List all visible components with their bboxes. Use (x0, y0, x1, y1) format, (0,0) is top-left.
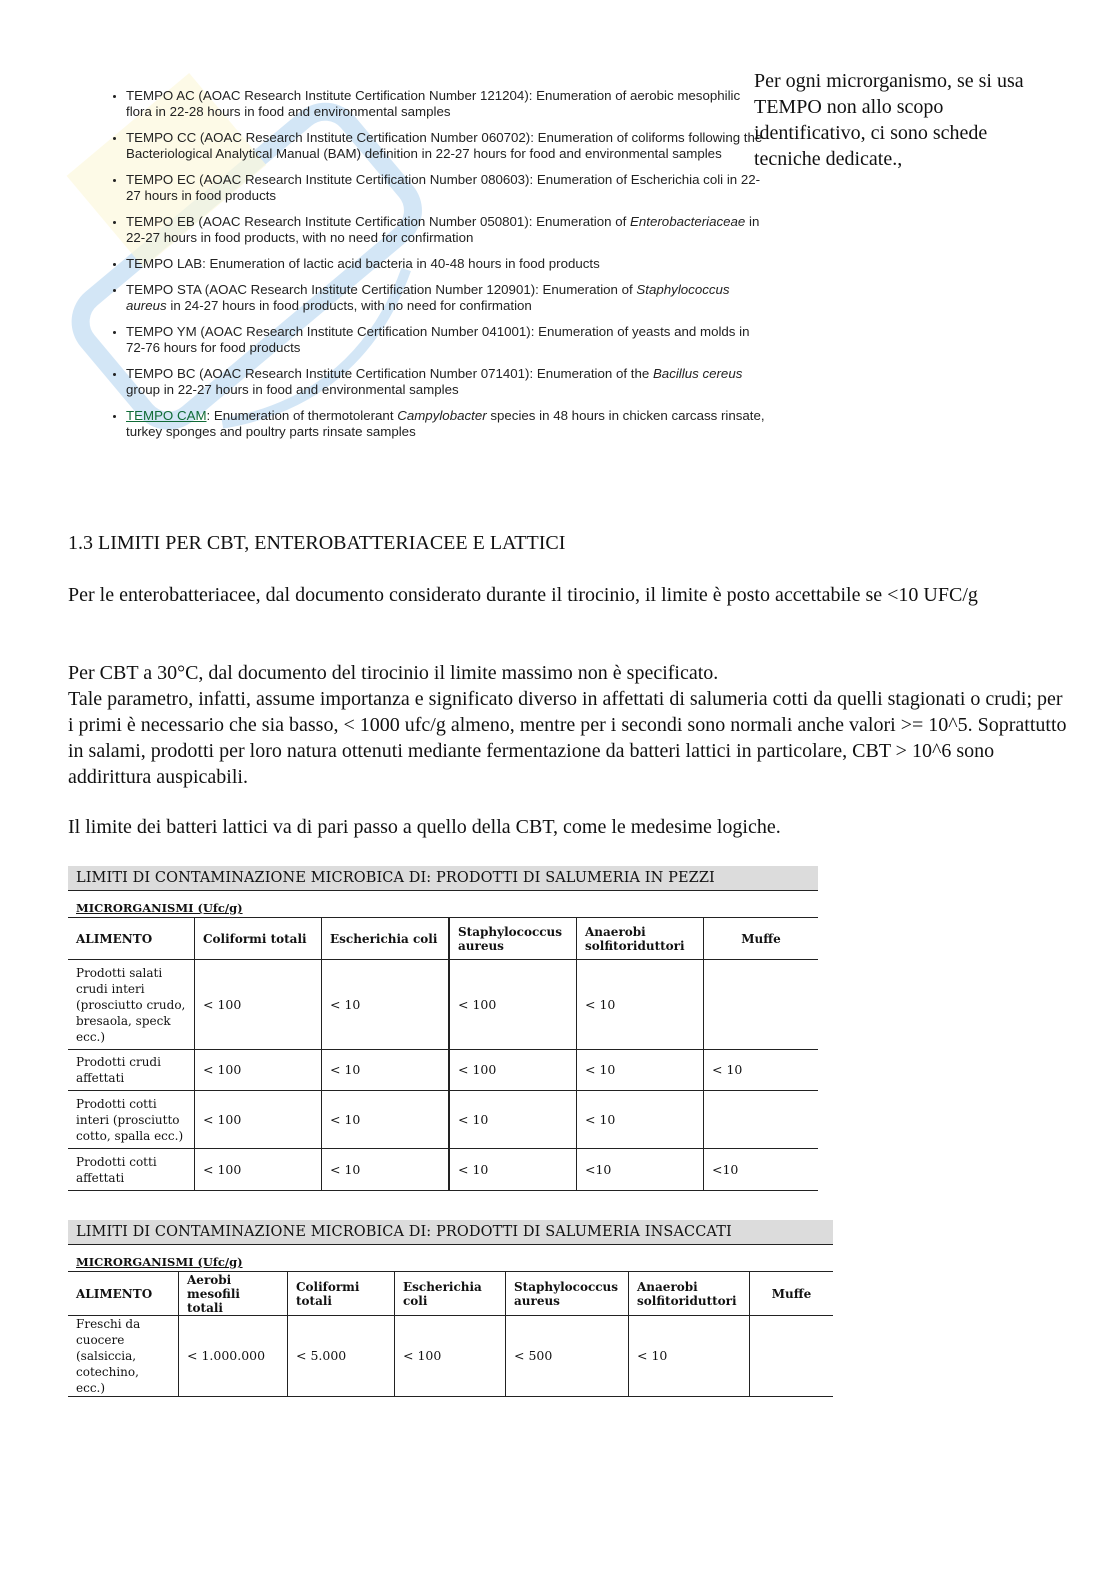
tempo-methods-list (104, 88, 766, 450)
paragraph-lattici: Il limite dei batteri lattici va di pari passo a quello della CBT, come le medesime logiche. (68, 816, 781, 838)
paragraph-cbt-line1: Per CBT a 30°C, dal documento del tirocinio il limite massimo non è specificato. (68, 662, 719, 684)
table-cell: < 10 (629, 1316, 750, 1397)
column-header: Coliformi totali (195, 918, 322, 960)
tempo-list-item (126, 366, 766, 398)
table-cell: < 1.000.000 (179, 1316, 288, 1397)
tempo-list-item (126, 214, 766, 246)
table-cell: < 10 (577, 960, 704, 1050)
table-subtitle: MICRORGANISMI (Ufc/g) (68, 1245, 833, 1272)
table-cell-food: Prodotti cotti affettati (68, 1149, 195, 1191)
limits-table-pezzi (68, 866, 818, 1191)
list-text: TEMPO EC (AOAC Research Institute Certification Number 080603): Enumeration of Escherichia coli in 22-27 hours in food products (126, 172, 761, 203)
column-header: Aerobi mesofili totali (179, 1272, 288, 1316)
table-cell: < 10 (577, 1091, 704, 1149)
tempo-list-item (126, 130, 766, 162)
section-heading: 1.3 LIMITI PER CBT, ENTEROBATTERIACEE E LATTICI (68, 532, 566, 554)
tempo-list-item (126, 172, 766, 204)
column-header: Escherichia coli (395, 1272, 506, 1316)
table-cell: < 100 (395, 1316, 506, 1397)
column-header: Staphylococcus aureus (449, 918, 577, 960)
table-cell: < 100 (195, 960, 322, 1050)
list-text: TEMPO YM (AOAC Research Institute Certification Number 041001): Enumeration of yeasts and molds in 72-76 hours for food products (126, 324, 750, 355)
paragraph-enterobacteria: Per le enterobatteriacee, dal documento considerato durante il tirocinio, il limite è posto accettabile se <10 UFC/g (68, 584, 978, 606)
table-cell (704, 1091, 819, 1149)
table-cell: < 10 (577, 1050, 704, 1091)
list-text: TEMPO AC (AOAC Research Institute Certification Number 121204): Enumeration of aerobic mesophilic flora in 22-28 hours in food and environmental samples (126, 88, 741, 119)
table-cell: < 100 (449, 1050, 577, 1091)
limits-table-insaccati (68, 1220, 833, 1397)
table-cell: < 100 (449, 960, 577, 1050)
list-text: : Enumeration of thermotolerant (206, 408, 398, 423)
column-header: Anaerobi solfitoriduttori (577, 918, 704, 960)
list-text: TEMPO CC (AOAC Research Institute Certification Number 060702): Enumeration of coliforms following the Bacteriological Analytical Manual (BAM) definition in 22-27 hours for food and environmental samples (126, 130, 763, 161)
table-cell: < 10 (449, 1149, 577, 1191)
table-cell-food: Prodotti salati crudi interi (prosciutto crudo, bresaola, speck ecc.) (68, 960, 195, 1050)
paragraph-cbt-line2: Tale parametro, infatti, assume importanza e significato diverso in affettati di salumeria cotti da quelli stagionati o crudi; per i primi è necessario che sia basso, < 1000 ufc/g almeno, mentre per i secondi sono normali anche valori >= 10^5. Soprattutto in salami, prodotti per loro natura ottenuti mediante fermentazione da batteri lattici in particolare, CBT > 10^6 sono addirittura auspicabili. (68, 688, 1067, 788)
tempo-cam-link[interactable]: TEMPO CAM (126, 408, 207, 423)
column-header: Escherichia coli (322, 918, 450, 960)
species-name: Campylobacter (397, 408, 487, 423)
column-header: ALIMENTO (68, 1272, 179, 1316)
species-name: Bacillus cereus (652, 366, 743, 381)
table-cell: < 10 (322, 1149, 450, 1191)
side-note: Per ogni microrganismo, se si usa TEMPO non allo scopo identificativo, ci sono schede tecniche dedicate., (754, 70, 1024, 170)
table-cell: < 10 (322, 1050, 450, 1091)
tempo-list-item (126, 88, 766, 120)
column-header: Staphylococcus aureus (506, 1272, 629, 1316)
table-cell: <10 (704, 1149, 819, 1191)
list-text: species in 48 hours in chicken carcass rinsate, turkey sponges and poultry parts rinsate samples (126, 408, 765, 439)
list-text: TEMPO STA (AOAC Research Institute Certification Number 120901): Enumeration of (126, 282, 637, 297)
table-subtitle: MICRORGANISMI (Ufc/g) (68, 891, 818, 918)
column-header: Coliformi totali (288, 1272, 395, 1316)
tempo-list-item (126, 324, 766, 356)
list-text: in 24-27 hours in food products, with no need for confirmation (166, 298, 532, 313)
tempo-list-item (126, 256, 766, 272)
table-cell: < 10 (704, 1050, 819, 1091)
column-header: Anaerobi solfitoriduttori (629, 1272, 750, 1316)
table-cell-food: Prodotti cotti interi (prosciutto cotto, spalla ecc.) (68, 1091, 195, 1149)
list-text: TEMPO LAB: Enumeration of lactic acid bacteria in 40-48 hours in food products (126, 256, 600, 271)
table-cell: < 500 (506, 1316, 629, 1397)
table-cell: < 10 (449, 1091, 577, 1149)
column-header: Muffe (750, 1272, 834, 1316)
table-cell: < 100 (195, 1091, 322, 1149)
tempo-list-item (126, 408, 766, 440)
table-cell (704, 960, 819, 1050)
paragraph-cbt (68, 660, 1068, 790)
list-text: TEMPO EB (AOAC Research Institute Certification Number 050801): Enumeration of (126, 214, 631, 229)
table-cell (750, 1316, 834, 1397)
table-cell: < 10 (322, 1091, 450, 1149)
table-cell: < 100 (195, 1149, 322, 1191)
column-header: Muffe (704, 918, 819, 960)
species-name: Enterobacteriaceae (630, 214, 746, 229)
table-cell: < 10 (322, 960, 450, 1050)
list-text: TEMPO BC (AOAC Research Institute Certification Number 071401): Enumeration of the (126, 366, 653, 381)
table-cell-food: Prodotti crudi affettati (68, 1050, 195, 1091)
table-title: LIMITI DI CONTAMINAZIONE MICROBICA DI: PRODOTTI DI SALUMERIA INSACCATI (68, 1220, 833, 1245)
column-header: ALIMENTO (68, 918, 195, 960)
table-cell: < 100 (195, 1050, 322, 1091)
list-text: group in 22-27 hours in food and environmental samples (126, 382, 459, 397)
tempo-list-item (126, 282, 766, 314)
table-cell: <10 (577, 1149, 704, 1191)
table-cell: < 5.000 (288, 1316, 395, 1397)
table-cell-food: Freschi da cuocere (salsiccia, cotechino, ecc.) (68, 1316, 179, 1397)
list-text: in 22-27 hours in food products, with no need for confirmation (126, 214, 760, 245)
table-title: LIMITI DI CONTAMINAZIONE MICROBICA DI: PRODOTTI DI SALUMERIA IN PEZZI (68, 866, 818, 891)
species-name: Staphylococcus aureus (126, 282, 730, 313)
